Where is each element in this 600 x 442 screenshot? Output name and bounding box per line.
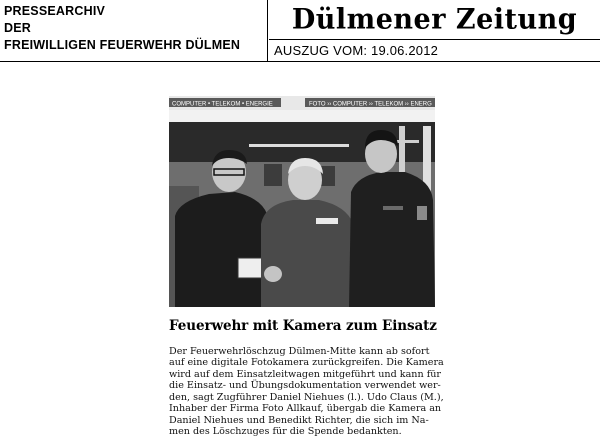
store-sign-right: FOTO ›› COMPUTER ›› TELEKOM ›› ENERG	[309, 101, 432, 108]
article-line: wird auf dem Einsatzleitwagen mitgeführt und kann für	[169, 368, 442, 380]
article-line: Inhaber der Firma Foto Allkauf, übergab die Kamera an	[169, 403, 442, 415]
article-line: Der Feuerwehrlöschzug Dülmen-Mitte kann ab sofort	[169, 346, 430, 357]
article-body	[169, 346, 444, 438]
press-archive-label	[0, 0, 268, 61]
article-photo	[169, 96, 435, 307]
page-header	[0, 0, 600, 62]
article-line: Daniel Niehues und Benedikt Richter, die sich im Na-	[169, 414, 429, 426]
archive-line-3: FREIWILLIGEN FEUERWEHR DÜLMEN	[4, 38, 241, 52]
article-headline: Feuerwehr mit Kamera zum Einsatz	[169, 318, 437, 334]
article-line: men des Löschzuges für die Spende bedankten.	[169, 426, 402, 438]
article-line: die Einsatz- und Übungsdokumentation verwendet wer-	[169, 380, 441, 392]
store-sign-left: COMPUTER • TELEKOM • ENERGIE	[172, 101, 273, 108]
extract-date: AUSZUG VOM: 19.06.2012	[274, 43, 439, 58]
article-line: auf eine digitale Fotokamera zurückgreifen. Die Kamera	[169, 357, 444, 369]
article-line: den, sagt Zugführer Daniel Niehues (l.). Udo Claus (M.),	[169, 391, 444, 403]
newspaper-name: Dülmener Zeitung	[291, 3, 578, 36]
archive-line-2: DER	[4, 21, 31, 35]
archive-line-1: PRESSEARCHIV	[4, 4, 106, 18]
newspaper-masthead	[269, 0, 600, 40]
